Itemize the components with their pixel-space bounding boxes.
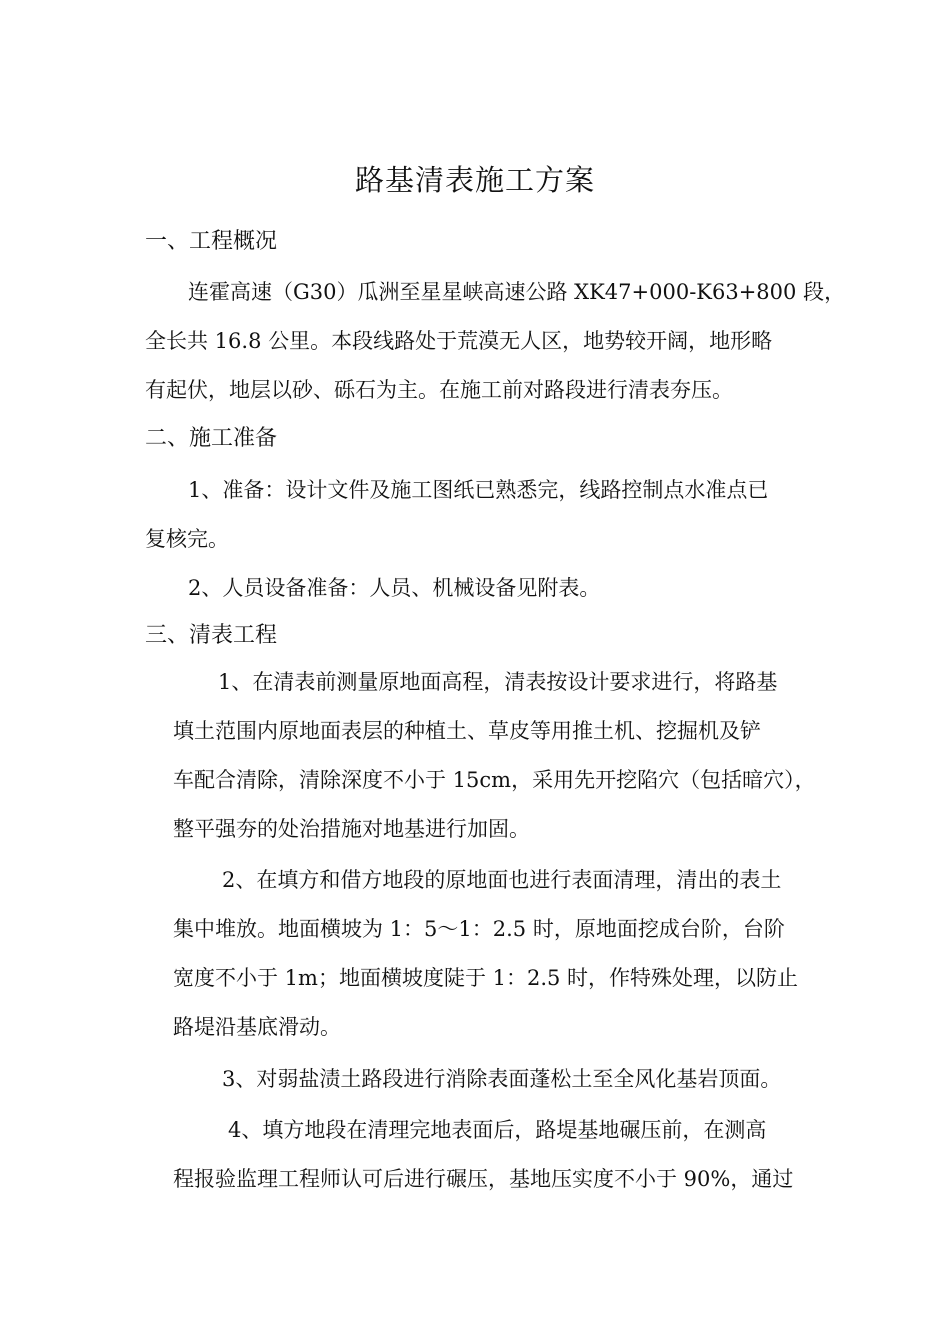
section-heading-overview: 一、工程概况: [145, 229, 278, 254]
paragraph-line: 4、填方地段在清理完地表面后，路堤基地碾压前，在测高: [228, 1118, 767, 1142]
paragraph-line: 路堤沿基底滑动。: [173, 1015, 341, 1039]
paragraph-line: 2、在填方和借方地段的原地面也进行表面清理，清出的表土: [222, 868, 782, 892]
paragraph-line: 有起伏，地层以砂、砾石为主。在施工前对路段进行清表夯压。: [145, 378, 733, 402]
paragraph-line: 车配合清除，清除深度不小于 15cm，采用先开挖陷穴（包括暗穴），: [173, 768, 816, 792]
document-title: 路基清表施工方案: [354, 163, 595, 197]
paragraph-line: 1、准备：设计文件及施工图纸已熟悉完，线路控制点水准点已: [188, 478, 769, 502]
paragraph-line: 3、对弱盐渍土路段进行消除表面蓬松土至全风化基岩顶面。: [222, 1067, 782, 1091]
paragraph-line: 复核完。: [145, 527, 229, 551]
paragraph-line: 程报验监理工程师认可后进行碾压，基地压实度不小于 90%，通过: [173, 1167, 794, 1191]
paragraph-line: 整平强夯的处治措施对地基进行加固。: [173, 817, 530, 841]
section-heading-clearing: 三、清表工程: [145, 623, 278, 648]
paragraph-line: 集中堆放。地面横坡为 1：5～1：2.5 时，原地面挖成台阶，台阶: [173, 917, 785, 941]
paragraph-line: 宽度不小于 1m；地面横坡度陡于 1：2.5 时，作特殊处理，以防止: [173, 966, 799, 990]
paragraph-line: 连霍高速（G30）瓜洲至星星峡高速公路 XK47+000-K63+800 段，: [188, 280, 846, 304]
paragraph-line: 填土范围内原地面表层的种植土、草皮等用推土机、挖掘机及铲: [173, 719, 761, 743]
paragraph-line: 全长共 16.8 公里。本段线路处于荒漠无人区，地势较开阔，地形略: [145, 329, 773, 353]
paragraph-line: 1、在清表前测量原地面高程，清表按设计要求进行，将路基: [218, 670, 778, 694]
section-heading-preparation: 二、施工准备: [145, 426, 278, 451]
paragraph-line: 2、人员设备准备：人员、机械设备见附表。: [188, 576, 601, 600]
